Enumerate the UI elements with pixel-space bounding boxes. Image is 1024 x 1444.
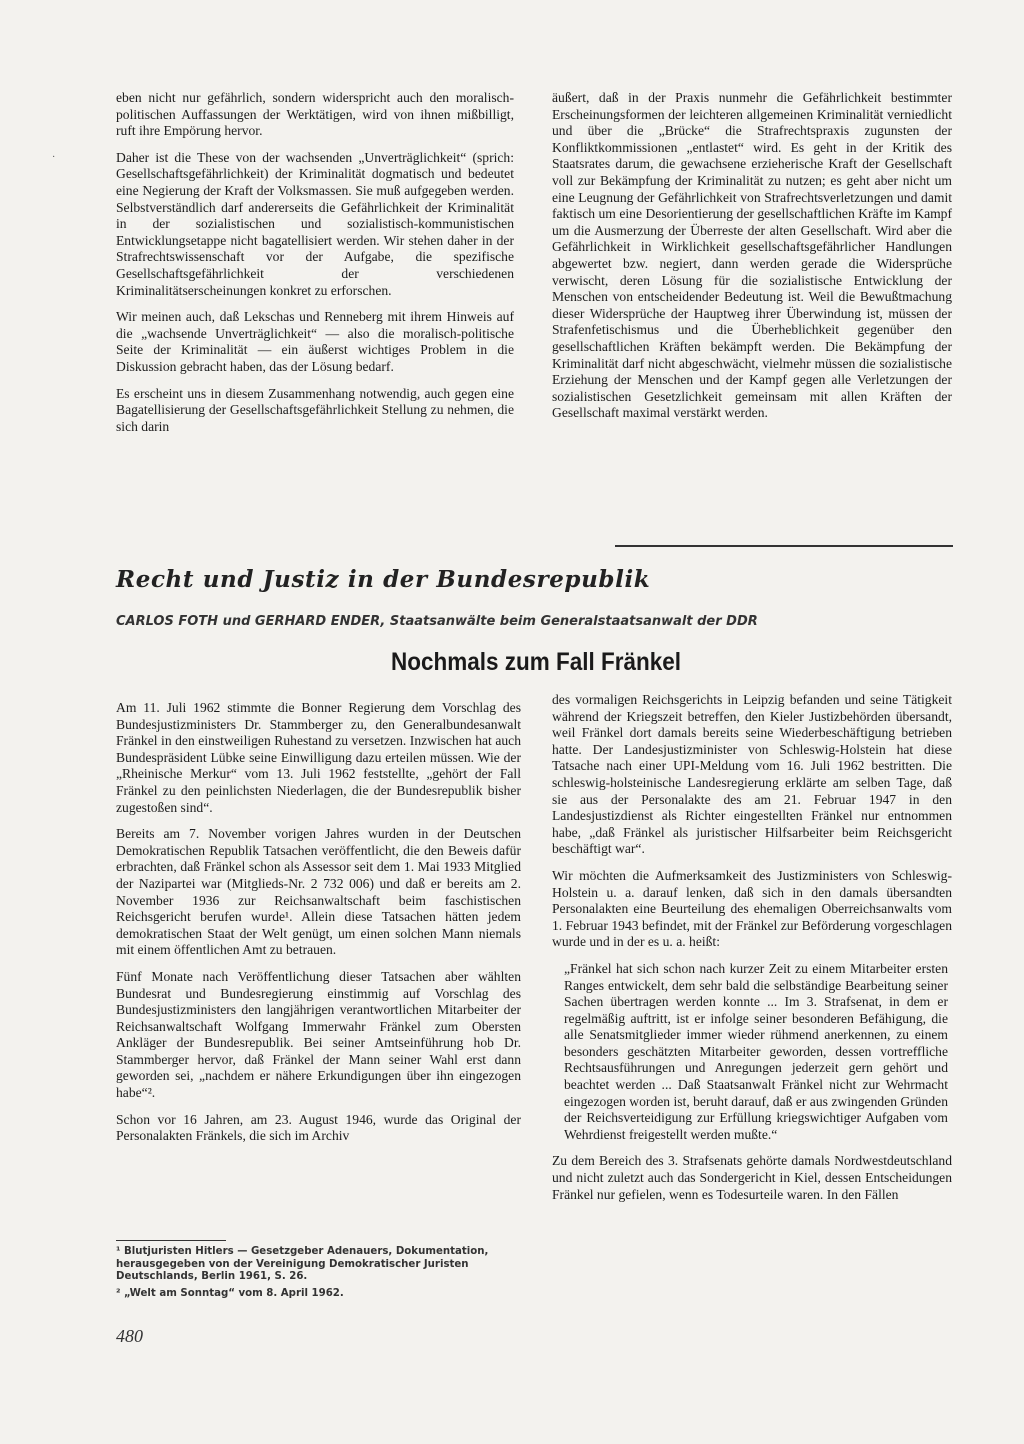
paragraph: des vormaligen Reichsgerichts in Leipzig befanden und seine Tätigkeit während der Kriegszeit betreffen, den Kieler Justizbehörden übersandt, weil Fränkel dort damals bereits seine Wiederbeschäftigung betrieben hatte. Der Landesjustizminister von Schleswig-Holstein hat diese Tatsache nach einer UPI-Meldung vom 16. Juli 1962 bestritten. Die schleswig-holsteinische Landesregierung erklärte am selben Tage, daß sie aus der Personalakte des am 21. Februar 1947 in den Landesjustizdienst als Richter eingestellten Fränkel nur entnommen habe, „daß Fränkel als juristischer Hilfsarbeiter beim Reichsgericht beschäftigt war“. xyxy=(552,692,952,857)
paragraph: Daher ist die These von der wachsenden „Unverträglichkeit“ (sprich: Gesellschaftsgefährlichkeit) der Kriminalität dogmatisch und bedeutet eine Negierung der Kraft der Volksmassen. Sie muß aufgegeben werden. Selbstverständlich darf andererseits die Gefährlichkeit der Kriminalität in der sozialistischen und sozialistisch-kommunistischen Entwicklungsetappe nicht bagatellisiert werden. Wir stehen daher in der Strafrechtswissenschaft vor der Aufgabe, die spezifische Gesellschaftsgefährlichkeit der verschiedenen Kriminalitätserscheinungen konkret zu erforschen. xyxy=(116,149,514,298)
top-left-column xyxy=(116,90,514,445)
bottom-left-column xyxy=(116,700,521,1155)
paragraph: Bereits am 7. November vorigen Jahres wurden in der Deutschen Demokratischen Republik Tatsachen veröffentlicht, die den Beweis dafür erbrachten, daß Fränkel schon als Assessor seit dem 1. Mai 1933 Mitglied der Nazipartei war (Mitglieds-Nr. 2 732 006) und daß er bereits am 2. November 1936 zur Reichsanwaltschaft beim faschistischen Reichsgericht berufen wurde¹. Allein diese Tatsachen hätten jedem demokratischen Staat der Welt genügt, um einen solchen Mann niemals mit einem öffentlichen Amt zu betrauen. xyxy=(116,826,521,958)
top-right-column xyxy=(552,90,952,432)
paragraph: äußert, daß in der Praxis nunmehr die Gefährlichkeit bestimmter Erscheinungsformen der leichteren allgemeinen Kriminalität verniedlicht und über die „Brücke“ die Strafrechtspraxis zugunsten der Konfliktkommissionen „entlastet“ wird. Es geht in der Kritik des Staatsrates darum, die gewachsene erzieherische Kraft der Gesellschaft voll zur Bekämpfung der Kriminalität zu nutzen; es geht aber nicht um eine Leugnung der Gefährlichkeit von Strafrechtsverletzungen und damit faktisch um eine Desorientierung der gesellschaftlichen Kräfte im Kampf um die Ausmerzung der Überreste der alten Gesellschaft. Wird aber die Gefährlichkeit in Wirklichkeit gesellschaftsgefährlicher Handlungen abgewertet bzw. negiert, dann werden gerade die Widersprüche verwischt, deren Lösung für die sozialistische Entwicklung der Menschen von entscheidender Bedeutung ist. Weil die Bewußtmachung dieser Widersprüche der Hauptweg ihrer Überwindung ist, müssen der Strafenfetischismus und die Überheblichkeit gegenüber den gesellschaftlichen Kräften bekämpft werden. Die Bekämpfung der Kriminalität darf nicht abgeschwächt, vielmehr müssen die sozialistische Erziehung der Menschen und der Kampf gegen alle Verletzungen der sozialistischen Gesetzlichkeit gemeinsam mit allen Kräften der Gesellschaft maximal verstärkt werden. xyxy=(552,90,952,421)
paragraph: Es erscheint uns in diesem Zusammenhang notwendig, auch gegen eine Bagatellisierung der Gesellschaftsgefährlichkeit Stellung zu nehmen, die sich darin xyxy=(116,385,514,434)
paragraph: Am 11. Juli 1962 stimmte die Bonner Regierung dem Vorschlag des Bundesjustizministers Dr. Stammberger zu, den Generalbundesanwalt Fränkel in den einstweiligen Ruhestand zu versetzen. Inzwischen hat auch Bundespräsident Lübke seine Einwilligung dazu erteilen müssen. Wie der „Rheinische Merkur“ vom 13. Juli 1962 feststellte, „gehört der Fall Fränkel zu den peinlichsten Niederlagen, die der Bundesrepublik bisher zugestoßen sind“. xyxy=(116,700,521,815)
section-title: Recht und Justiz in der Bundesrepublik xyxy=(116,566,651,593)
bottom-right-column xyxy=(552,692,952,1213)
section-divider xyxy=(615,545,953,547)
paragraph: eben nicht nur gefährlich, sondern widerspricht auch den moralisch-politischen Auffassungen der Werktätigen, wird von ihnen mißbilligt, ruft ihre Empörung hervor. xyxy=(116,90,514,139)
paragraph: Schon vor 16 Jahren, am 23. August 1946, wurde das Original der Personalakten Fränkels, die sich im Archiv xyxy=(116,1111,521,1144)
footnote: ² „Welt am Sonntag“ vom 8. April 1962. xyxy=(116,1287,344,1299)
block-quote: „Fränkel hat sich schon nach kurzer Zeit zu einem Mitarbeiter ersten Ranges entwickelt, dem sehr bald die selbständige Bearbeitung seiner Sachen übertragen werden konnte ... Im 3. Strafsenat, in dem er regelmäßig auftritt, ist er infolge seiner besonderen Befähigung, die alle Senatsmitglieder immer wieder rühmend anerkennen, zu einem besonders geschätzten Mitarbeiter geworden, dessen vortreffliche Rechtsausführungen und Anregungen jederzeit gern gehört und beachtet werden ... Daß Staatsanwalt Fränkel nicht zur Wehrmacht eingezogen worden ist, beruht darauf, daß er aus zwingenden Gründen der Reichsverteidigung zur Erfüllung kriegswichtiger Aufgaben vom Wehrdienst freigestellt werden mußte.“ xyxy=(564,960,948,1142)
footnote: ¹ Blutjuristen Hitlers — Gesetzgeber Adenauers, Dokumentation, herausgegeben von der Vereinigung Demokratischer Juristen Deutschlands, Berlin 1961, S. 26. xyxy=(116,1246,489,1282)
margin-mark: · xyxy=(52,152,56,163)
article-title: Nochmals zum Fall Fränkel xyxy=(390,648,682,676)
footnotes xyxy=(116,1246,521,1304)
paragraph: Wir meinen auch, daß Lekschas und Renneberg mit ihrem Hinweis auf die „wachsende Unverträglichkeit“ — also die moralisch-politische Seite der Kriminalität — ein äußerst wichtiges Problem in die Diskussion gebracht haben, das der Lösung bedarf. xyxy=(116,309,514,374)
paragraph: Zu dem Bereich des 3. Strafsenats gehörte damals Nordwestdeutschland und nicht zuletzt auch das Sondergericht in Kiel, dessen Entscheidungen Fränkel nur gefielen, wenn es Todesurteile waren. In den Fällen xyxy=(552,1153,952,1202)
byline: CARLOS FOTH und GERHARD ENDER, Staatsanwälte beim Generalstaatsanwalt der DDR xyxy=(116,614,758,629)
page-number: 480 xyxy=(116,1326,143,1346)
paragraph: Fünf Monate nach Veröffentlichung dieser Tatsachen aber wählten Bundesrat und Bundesregierung einstimmig auf Vorschlag des Bundesjustizministers den langjährigen verantwortlichen Mitarbeiter der Reichsanwaltschaft Wolfgang Immerwahr Fränkel zum Obersten Ankläger der Bundesrepublik. Bei seiner Amtseinführung hob Dr. Stammberger hervor, daß Fränkel der Mann seiner Wahl erst dann geworden sei, „nachdem er nähere Erkundigungen über ihn eingezogen habe“². xyxy=(116,968,521,1101)
paragraph: Wir möchten die Aufmerksamkeit des Justizministers von Schleswig-Holstein u. a. darauf lenken, daß sich in den damals übersandten Personalakten eine Beurteilung des ehemaligen Oberreichsanwalts vom 1. Februar 1943 befindet, mit der Fränkel zur Beförderung vorgeschlagen wurde und in der es u. a. heißt: xyxy=(552,867,952,950)
footnote-divider xyxy=(116,1240,226,1241)
